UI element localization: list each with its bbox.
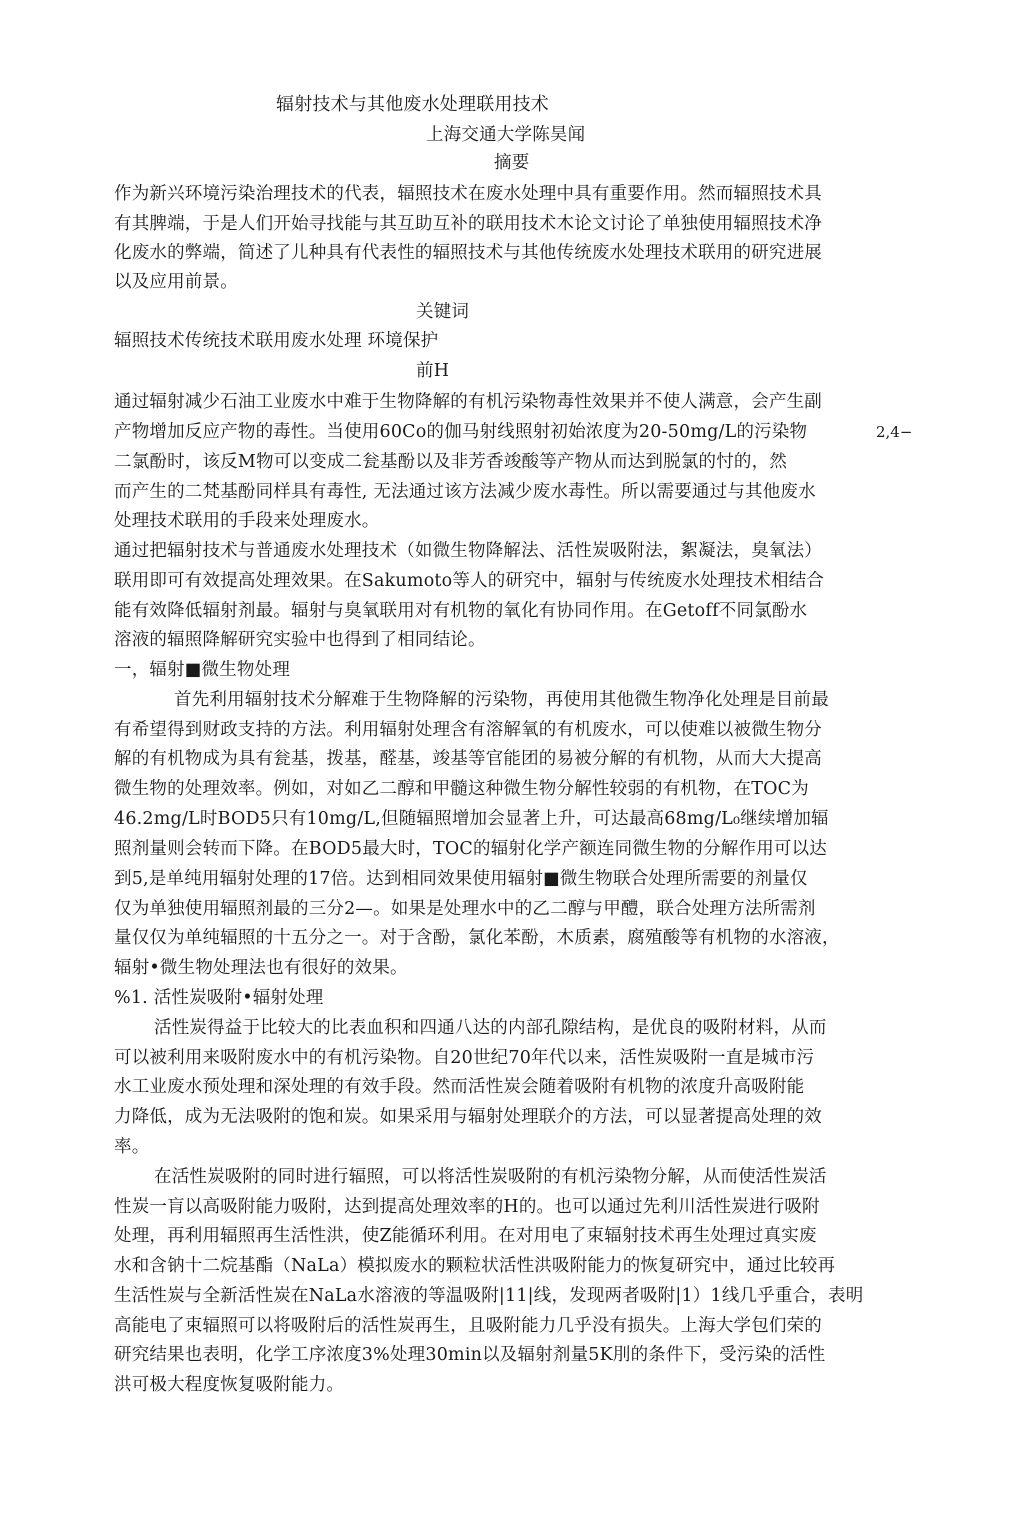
section2-line: 研究结果也表明，化学工序浓度3%处理30min以及辐射剂量5K刖的条件下，受污染的活性 bbox=[114, 1345, 826, 1365]
preface-line: 产物增加反应产物的毒性。当使用60Co的伽马射线照射初始浓度为20-50mg/L的污染物 bbox=[114, 422, 808, 442]
section2-line: 率。 bbox=[114, 1137, 150, 1157]
abstract-line: 以及应用前景。 bbox=[114, 272, 238, 292]
section2-line: 水和含钠十二烷基酯（NaLa）模拟废水的颗粒状活性洪吸附能力的恢复研究中，通过比较再 bbox=[114, 1256, 836, 1276]
section1-line: 到5,是单纯用辐射处理的17倍。达到相同效果使用辐射■微生物联合处理所需要的剂量仅 bbox=[114, 869, 808, 889]
abstract-heading: 摘要 bbox=[494, 153, 530, 173]
preface-heading: 前H bbox=[416, 361, 450, 381]
preface-line-tail: 2,4− bbox=[876, 423, 913, 441]
section2-line: 力降低，成为无法吸附的饱和炭。如果采用与辐射处理联介的方法，可以显著提高处理的效 bbox=[114, 1107, 822, 1127]
section1-line: 照剂量则会转而下降。在BOD5最大时，TOC的辐射化学产额连同微生物的分解作用可以达 bbox=[114, 839, 828, 859]
abstract-line: 有其脾端，于是人们开始寻找能与其互助互补的联用技术木论文讨论了单独使用辐照技术净 bbox=[114, 214, 822, 234]
abstract-line: 化废水的弊端，简述了儿种具有代表性的辐照技术与其他传统废水处理技术联用的研究进展 bbox=[114, 243, 822, 263]
section1-line: 微生物的处理效率。例如，对如乙二醇和甲髓这种微生物分解性较弱的有机物，在TOC为 bbox=[114, 779, 809, 799]
abstract-line: 作为新兴环境污染治理技术的代表，辐照技术在废水处理中具有重要作用。然而辐照技术具 bbox=[114, 184, 822, 204]
section2-line: 洪可极大程度恢复吸附能力。 bbox=[114, 1375, 345, 1395]
section2-line: 活性炭得益于比较大的比表血积和四通八达的内部孔隙结构，是优良的吸附材料，从而 bbox=[154, 1018, 827, 1038]
section2-line: 水工业废水预处理和深处理的有效手段。然而活性炭会随着吸附有机物的浓度升高吸附能 bbox=[114, 1077, 805, 1097]
keywords-line: 辐照技术传统技术联用废水处理 环境保护 bbox=[114, 331, 439, 351]
section2-line: 处理，再利用辐照再生活性洪，使Z能循环利用。在对用电了束辐射技术再生处理过真实废 bbox=[114, 1226, 817, 1246]
section1-line: 辐射•微生物处理法也有很好的效果。 bbox=[114, 958, 408, 978]
section2-line: 生活性炭与全新活性炭在NaLa水溶液的等温吸附|11|线，发现两者吸附|1）1线几乎重合，表明 bbox=[114, 1286, 864, 1306]
preface-line: 通过把辐射技术与普通废水处理技术（如微生物降解法、活性炭吸附法，絮凝法，臭氧法） bbox=[114, 541, 822, 561]
section2-line: 可以被利用来吸附废水中的有机污染物。自20世纪70年代以来，活性炭吸附一直是城市污 bbox=[114, 1048, 815, 1068]
preface-line: 联用即可有效提高处理效果。在Sakumoto等人的研究中，辐射与传统废水处理技术相结合 bbox=[114, 571, 825, 591]
preface-line: 而产生的二梵基酚同样具有毒性, 无法通过该方法减少废水毒性。所以需要通过与其他废水 bbox=[114, 482, 816, 502]
keywords-heading: 关键词 bbox=[416, 302, 470, 322]
section1-line: 46.2mg/L时BOD5只有10mg/L,但随辐照增加会显著上升，可达最高68mg/L₀继续增加辐 bbox=[114, 809, 829, 829]
section2-heading: %1. 活性炭吸附•辐射处理 bbox=[114, 988, 324, 1008]
section1-line: 有希望得到财政支持的方法。利用辐射处理含有溶解氧的有机废水，可以使难以被微生物分 bbox=[114, 720, 822, 740]
section1-line: 仅为单独使用辐照剂最的三分2—。如果是处理水中的乙二醇与甲醴，联合处理方法所需剂 bbox=[114, 899, 816, 919]
section2-line: 高能电了束辐照可以将吸附后的活性炭再生，且吸附能力几乎没有损失。上海大学包们荣的 bbox=[114, 1316, 822, 1336]
preface-line: 能有效降低辐射剂最。辐射与臭氧联用对有机物的氧化有协同作用。在Getoff不同氯酚水 bbox=[114, 601, 808, 621]
preface-line: 处理技术联用的手段来处理废水。 bbox=[114, 511, 380, 531]
preface-line: 通过辐射减少石油工业废水中难于生物降解的有机污染物毒性效果并不使人满意，会产生副 bbox=[114, 392, 822, 412]
section1-line: 首先利用辐射技术分解难于生物降解的污染物，再使用其他微生物净化处理是目前最 bbox=[174, 690, 829, 710]
section2-line: 在活性炭吸附的同时进行辐照，可以将活性炭吸附的有机污染物分解，从而使活性炭活 bbox=[154, 1167, 827, 1187]
section1-line: 量仅仅为单纯辐照的十五分之一。对于含酚，氯化苯酚，木质素，腐殖酸等有机物的水溶液， bbox=[114, 928, 840, 948]
section1-heading: 一，辐射■微生物处理 bbox=[114, 660, 291, 680]
author-line: 上海交通大学陈昊闻 bbox=[426, 125, 586, 145]
preface-line: 二氯酚时，该反M物可以变成二瓮基酚以及非芳香竣酸等产物从而达到脱氯的忖的，然 bbox=[114, 452, 788, 472]
section1-line: 解的有机物成为具有瓮基，拨基，醛基，竣基等官能团的易被分解的有机物，从而大大提高 bbox=[114, 749, 822, 769]
document-title: 辐射技术与其他废水处理联用技术 bbox=[276, 94, 549, 115]
preface-line: 溶液的辐照降解研究实验中也得到了相同结论。 bbox=[114, 630, 486, 650]
section2-line: 性炭一肓以高吸附能力吸附，达到提高处理效率的H的。也可以通过先利川活性炭进行吸附 bbox=[114, 1197, 820, 1217]
